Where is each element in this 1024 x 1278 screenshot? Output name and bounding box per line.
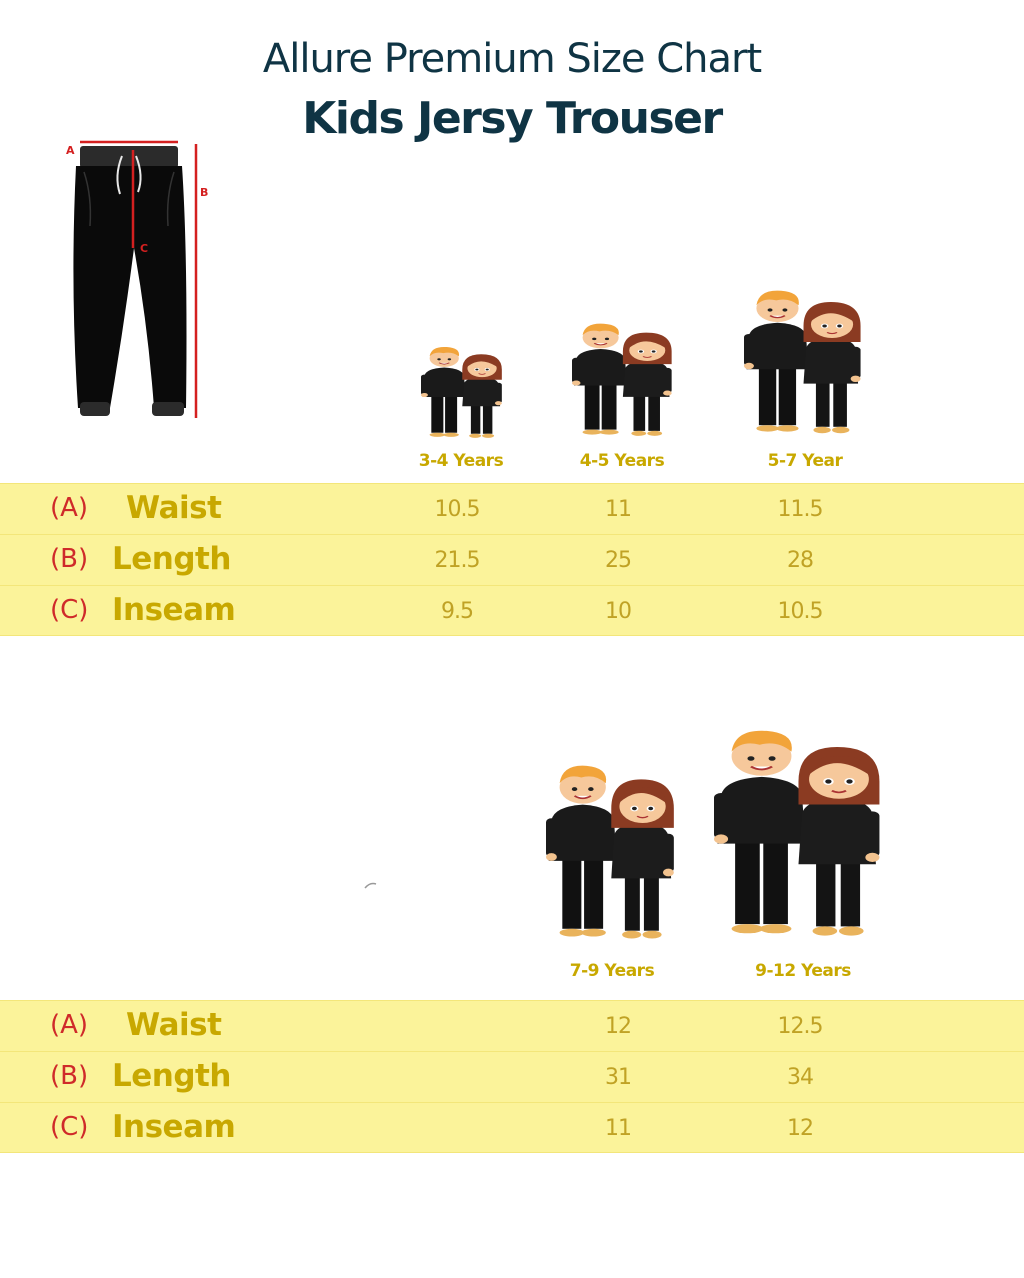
age-label: 4-5 Years bbox=[579, 451, 665, 471]
table-row-inseam bbox=[0, 1102, 1024, 1153]
row-code: (B) bbox=[50, 1061, 89, 1091]
table-cell: 21.5 bbox=[434, 548, 480, 573]
product-title: Kids Jersy Trouser bbox=[302, 93, 722, 144]
row-name: Length bbox=[112, 541, 231, 577]
trouser-icon bbox=[73, 146, 186, 416]
row-code: (B) bbox=[50, 544, 89, 574]
kids-illustration-5-7 bbox=[744, 286, 868, 446]
table-cell: 11 bbox=[605, 1116, 631, 1141]
table-row-inseam bbox=[0, 585, 1024, 636]
row-name: Inseam bbox=[112, 592, 236, 628]
row-code: (C) bbox=[50, 1112, 89, 1142]
kids-illustration-7-9 bbox=[546, 760, 682, 954]
table-row-waist bbox=[0, 1000, 1024, 1051]
table-row-length bbox=[0, 1051, 1024, 1102]
age-label: 9-12 Years bbox=[755, 961, 851, 981]
row-name: Waist bbox=[126, 1007, 222, 1043]
table-cell: 10.5 bbox=[777, 599, 823, 624]
age-label: 7-9 Years bbox=[569, 961, 655, 981]
trouser-measurement-diagram bbox=[62, 136, 222, 426]
table-cell: 34 bbox=[787, 1065, 813, 1090]
table-cell: 11.5 bbox=[777, 497, 823, 522]
kids-illustration-4-5 bbox=[572, 320, 678, 446]
chart-title: Allure Premium Size Chart bbox=[262, 36, 762, 82]
table-cell: 12 bbox=[787, 1116, 813, 1141]
age-label: 3-4 Years bbox=[418, 451, 504, 471]
table-cell: 12.5 bbox=[777, 1014, 823, 1039]
table-cell: 12 bbox=[605, 1014, 631, 1039]
row-code: (A) bbox=[50, 1010, 89, 1040]
row-code: (A) bbox=[50, 493, 89, 523]
kids-illustration-9-12 bbox=[714, 724, 890, 954]
table-cell: 9.5 bbox=[441, 599, 473, 624]
row-name: Inseam bbox=[112, 1109, 236, 1145]
label-c: C bbox=[140, 242, 149, 255]
table-cell: 10 bbox=[605, 599, 631, 624]
table-cell: 28 bbox=[787, 548, 813, 573]
table-cell: 10.5 bbox=[434, 497, 480, 522]
label-a: A bbox=[66, 144, 75, 157]
table-row-length bbox=[0, 534, 1024, 585]
table-cell: 25 bbox=[605, 548, 631, 573]
kids-illustration-3-4 bbox=[421, 344, 507, 446]
age-label: 5-7 Year bbox=[767, 451, 843, 471]
label-b: B bbox=[200, 186, 209, 199]
table-cell: 11 bbox=[605, 497, 631, 522]
table-cell: 31 bbox=[605, 1065, 631, 1090]
row-name: Waist bbox=[126, 490, 222, 526]
row-name: Length bbox=[112, 1058, 231, 1094]
row-code: (C) bbox=[50, 595, 89, 625]
stray-mark bbox=[364, 880, 378, 890]
table-row-waist bbox=[0, 483, 1024, 534]
